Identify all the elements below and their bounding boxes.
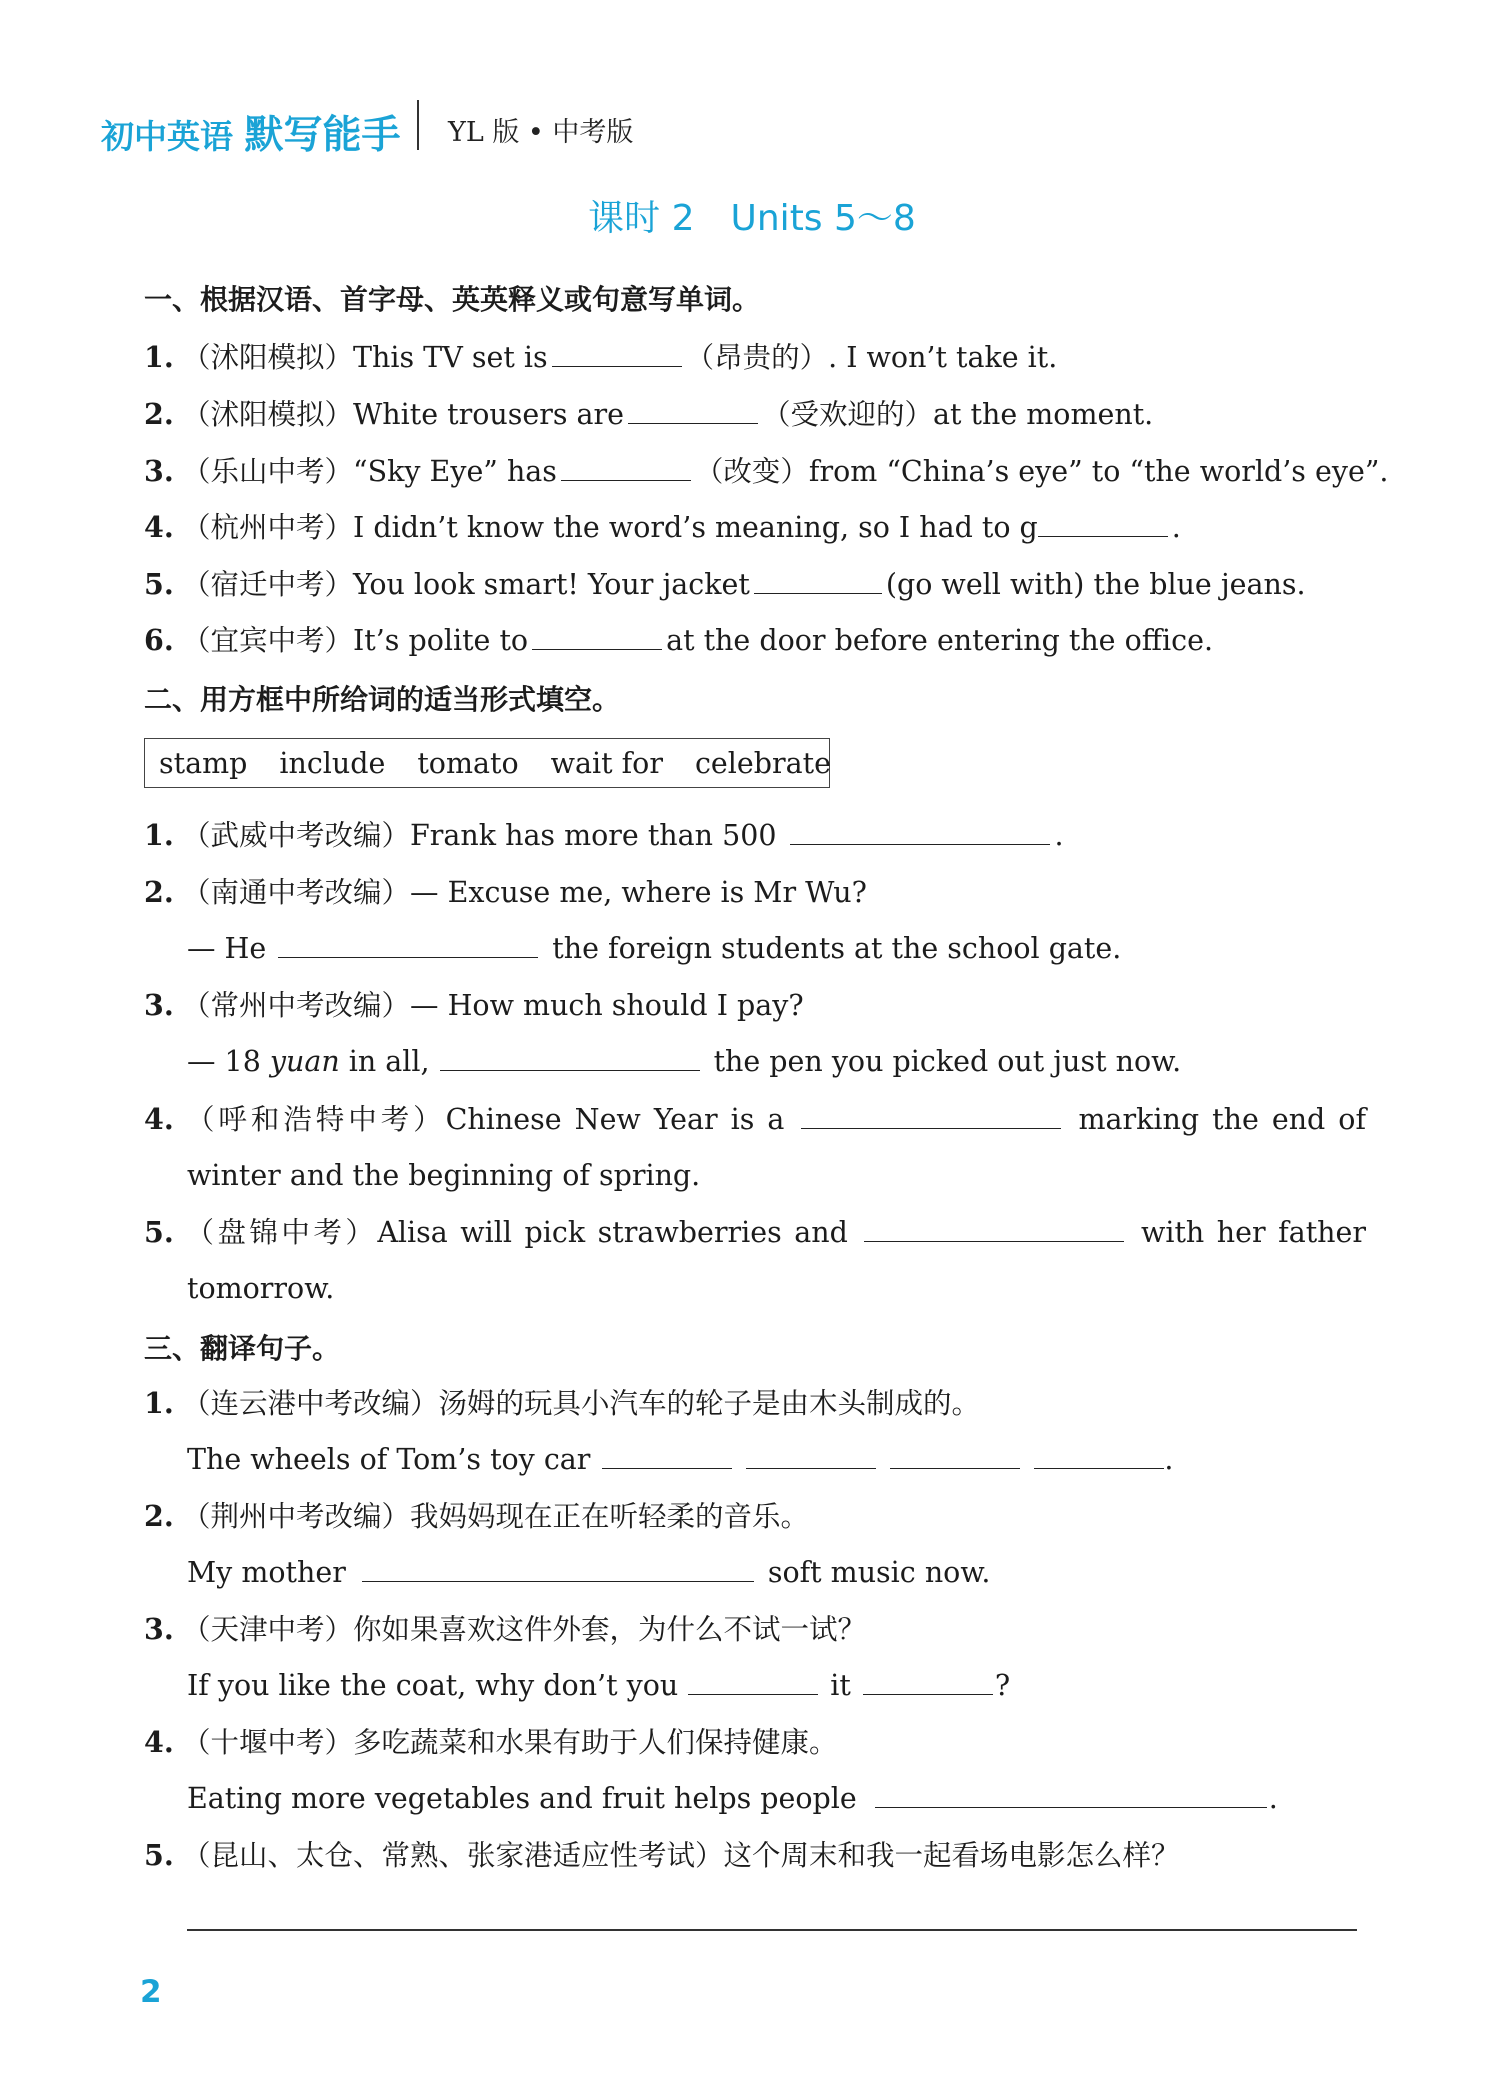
word-bank-item: stamp: [159, 746, 248, 780]
section-1-title: 一、根据汉语、首字母、英英释义或句意写单词。: [144, 283, 761, 316]
s1-question-2: 2. （沭阳模拟）White trousers are （受欢迎的）at the moment.: [144, 397, 1154, 431]
answer-blank[interactable]: [561, 452, 691, 481]
answer-blank[interactable]: [1038, 508, 1168, 537]
s1-question-6: 6. （宜宾中考）It’s polite to at the door before entering the office.: [144, 623, 1214, 657]
brand-prefix: 初中英语: [101, 117, 233, 156]
answer-blank[interactable]: [801, 1100, 1061, 1129]
header-divider: [417, 100, 419, 150]
answer-blank[interactable]: [790, 816, 1050, 845]
s2-question-2-line2: — He the foreign students at the school gate.: [187, 929, 1121, 969]
brand-title: [101, 104, 401, 160]
answer-blank[interactable]: [552, 338, 682, 367]
s3-question-3-line2: If you like the coat, why don’t you it ?: [187, 1666, 1010, 1706]
page-number: 2: [140, 1974, 162, 2010]
answer-blank[interactable]: [688, 1666, 818, 1695]
word-bank-item: tomato: [417, 746, 519, 780]
s2-question-4-line2: winter and the beginning of spring.: [187, 1159, 701, 1192]
s1-question-1: 1. （沭阳模拟）This TV set is （昂贵的）. I won’t take it.: [144, 340, 1058, 374]
s2-question-3-line2: — 18 yuan in all, the pen you picked out just now.: [187, 1042, 1181, 1082]
word-bank-item: celebrate: [694, 746, 831, 780]
answer-blank[interactable]: [628, 395, 758, 424]
word-bank-box: [144, 738, 830, 788]
answer-blank[interactable]: [532, 621, 662, 650]
s1-question-4: 4. （杭州中考）I didn’t know the word’s meaning, so I had to g .: [144, 510, 1181, 544]
answer-blank[interactable]: [864, 1213, 1124, 1242]
edition-label: YL 版 • 中考版: [448, 117, 634, 148]
word-bank-item: include: [279, 746, 386, 780]
s1-question-5: 5. （宿迁中考）You look smart! Your jacket (go well with) the blue jeans.: [144, 567, 1306, 601]
answer-blank[interactable]: [863, 1666, 993, 1695]
answer-blank[interactable]: [1034, 1440, 1164, 1469]
answer-blank[interactable]: [440, 1042, 700, 1071]
answer-blank[interactable]: [890, 1440, 1020, 1469]
s3-question-4-line2: Eating more vegetables and fruit helps people .: [187, 1779, 1278, 1819]
answer-blank[interactable]: [754, 565, 882, 594]
s2-question-3: 3. （常州中考改编）— How much should I pay?: [144, 988, 804, 1022]
s1-question-3: 3. （乐山中考）“Sky Eye” has （改变）from “China’s eye” to “the world’s eye”.: [144, 454, 1389, 488]
s3-question-2: 2. （荆州中考改编）我妈妈现在正在听轻柔的音乐。: [144, 1499, 810, 1533]
section-3-title: 三、翻译句子。: [144, 1332, 341, 1365]
section-2-title: 二、用方框中所给词的适当形式填空。: [144, 683, 621, 716]
s2-question-4: 4. （呼和浩特中考）Chinese New Year is a marking the end of: [144, 1102, 1367, 1136]
s2-question-5: 5. （盘锦中考）Alisa will pick strawberries and with her father: [144, 1215, 1367, 1249]
brand-main: 默写能手: [244, 113, 401, 158]
answer-blank[interactable]: [602, 1440, 732, 1469]
lesson-title: 课时 2 Units 5～8: [588, 198, 916, 239]
s3-question-3: 3. （天津中考）你如果喜欢这件外套，为什么不试一试？: [144, 1612, 867, 1646]
s3-question-2-line2: My mother soft music now.: [187, 1553, 990, 1593]
answer-blank[interactable]: [362, 1553, 754, 1582]
answer-blank[interactable]: [278, 929, 538, 958]
s2-question-1: 1. （武威中考改编）Frank has more than 500 .: [144, 818, 1064, 852]
word-bank-item: wait for: [550, 746, 663, 780]
s3-question-1-line2: The wheels of Tom’s toy car .: [187, 1440, 1173, 1480]
s3-question-1: 1. （连云港中考改编）汤姆的玩具小汽车的轮子是由木头制成的。: [144, 1386, 981, 1420]
s2-question-5-line2: tomorrow.: [187, 1272, 335, 1305]
s2-question-2: 2. （南通中考改编）— Excuse me, where is Mr Wu?: [144, 875, 867, 909]
answer-line[interactable]: [187, 1929, 1357, 1931]
answer-blank[interactable]: [746, 1440, 876, 1469]
answer-blank[interactable]: [875, 1779, 1267, 1808]
s3-question-5: 5. （昆山、太仓、常熟、张家港适应性考试）这个周末和我一起看场电影怎么样？: [144, 1838, 1180, 1872]
s3-question-4: 4. （十堰中考）多吃蔬菜和水果有助于人们保持健康。: [144, 1725, 838, 1759]
